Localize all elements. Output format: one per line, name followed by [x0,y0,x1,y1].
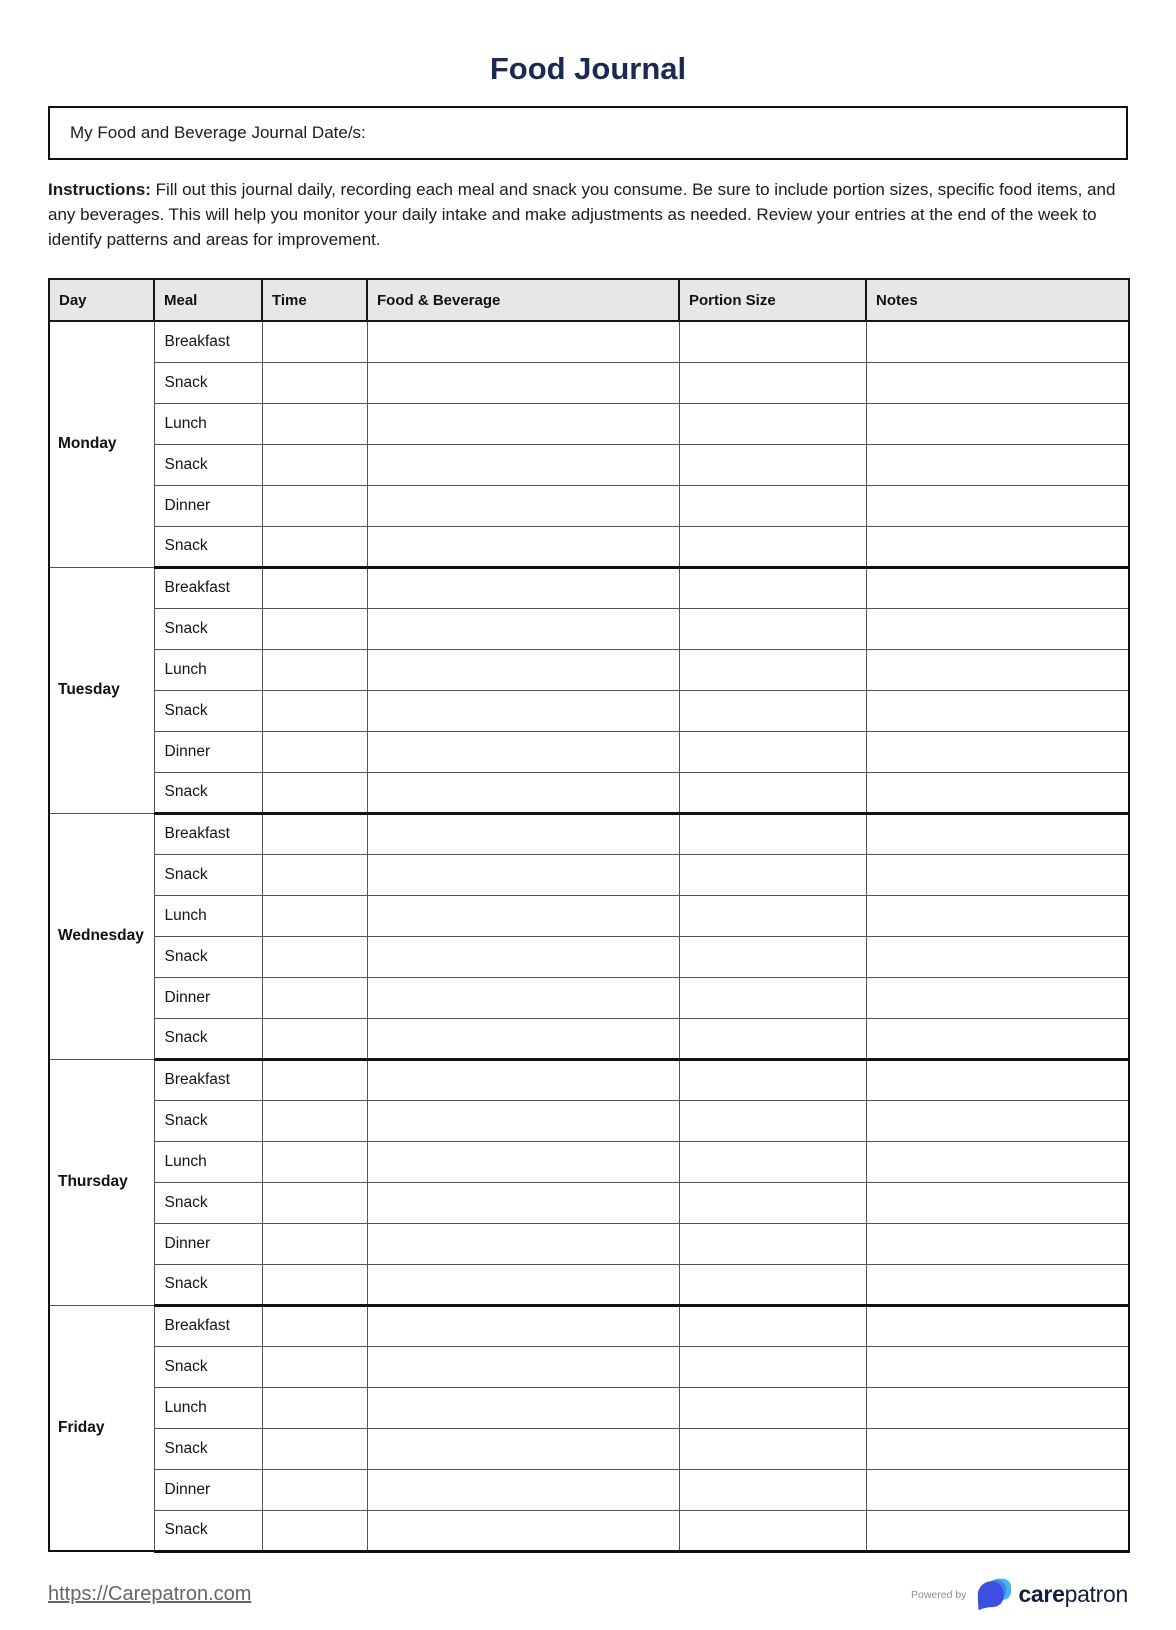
time-entry-cell[interactable] [262,1510,367,1551]
meal-label: Breakfast [154,567,262,608]
notes-entry-cell[interactable] [866,895,1129,936]
journal-row [49,895,1129,936]
meal-label: Snack [154,362,262,403]
food-entry-cell[interactable] [367,1264,679,1305]
brand-patron: patron [1064,1581,1128,1607]
journal-row [49,1182,1129,1223]
food-entry-cell[interactable] [367,1510,679,1551]
meal-label: Lunch [154,895,262,936]
meal-label: Snack [154,854,262,895]
journal-row [49,690,1129,731]
meal-label: Snack [154,1100,262,1141]
journal-row [49,321,1129,362]
journal-row [49,1059,1129,1100]
food-entry-cell[interactable] [367,1018,679,1059]
journal-row [49,977,1129,1018]
time-entry-cell[interactable] [262,649,367,690]
time-entry-cell[interactable] [262,895,367,936]
time-entry-cell[interactable] [262,1059,367,1100]
portion-entry-cell[interactable] [679,526,866,567]
portion-entry-cell[interactable] [679,731,866,772]
meal-label: Dinner [154,977,262,1018]
meal-label: Breakfast [154,1059,262,1100]
date-field-box [48,106,1128,160]
food-entry-cell[interactable] [367,813,679,854]
time-entry-cell[interactable] [262,1100,367,1141]
notes-entry-cell[interactable] [866,977,1129,1018]
time-entry-cell[interactable] [262,526,367,567]
portion-entry-cell[interactable] [679,772,866,813]
portion-entry-cell[interactable] [679,936,866,977]
meal-label: Snack [154,1182,262,1223]
time-entry-cell[interactable] [262,731,367,772]
food-entry-cell[interactable] [367,1387,679,1428]
portion-entry-cell[interactable] [679,608,866,649]
meal-label: Snack [154,936,262,977]
portion-entry-cell[interactable] [679,1428,866,1469]
time-entry-cell[interactable] [262,977,367,1018]
col-header-notes: Notes [866,279,1129,321]
time-entry-cell[interactable] [262,567,367,608]
portion-entry-cell[interactable] [679,1346,866,1387]
meal-label: Lunch [154,649,262,690]
notes-entry-cell[interactable] [866,1264,1129,1305]
time-entry-cell[interactable] [262,854,367,895]
meal-label: Snack [154,608,262,649]
col-header-food: Food & Beverage [367,279,679,321]
notes-entry-cell[interactable] [866,1018,1129,1059]
instructions [48,177,1128,252]
page-footer [48,1578,1128,1612]
time-entry-cell[interactable] [262,1469,367,1510]
journal-row [49,526,1129,567]
portion-entry-cell[interactable] [679,444,866,485]
meal-label: Breakfast [154,813,262,854]
notes-entry-cell[interactable] [866,1510,1129,1551]
notes-entry-cell[interactable] [866,608,1129,649]
time-entry-cell[interactable] [262,321,367,362]
meal-label: Snack [154,1428,262,1469]
time-entry-cell[interactable] [262,1141,367,1182]
notes-entry-cell[interactable] [866,362,1129,403]
portion-entry-cell[interactable] [679,1100,866,1141]
page-title: Food Journal [489,51,687,86]
notes-entry-cell[interactable] [866,1182,1129,1223]
portion-entry-cell[interactable] [679,1059,866,1100]
portion-entry-cell[interactable] [679,1223,866,1264]
time-entry-cell[interactable] [262,936,367,977]
journal-row [49,1223,1129,1264]
time-entry-cell[interactable] [262,690,367,731]
notes-entry-cell[interactable] [866,772,1129,813]
food-entry-cell[interactable] [367,854,679,895]
time-entry-cell[interactable] [262,608,367,649]
food-entry-cell[interactable] [367,772,679,813]
day-cell-thursday: Thursday [49,1059,154,1305]
time-entry-cell[interactable] [262,403,367,444]
journal-row [49,608,1129,649]
portion-entry-cell[interactable] [679,1387,866,1428]
journal-row [49,362,1129,403]
date-field-value[interactable] [366,108,1126,158]
notes-entry-cell[interactable] [866,321,1129,362]
day-cell-friday: Friday [49,1305,154,1551]
notes-entry-cell[interactable] [866,1100,1129,1141]
meal-label: Breakfast [154,1305,262,1346]
food-entry-cell[interactable] [367,485,679,526]
time-entry-cell[interactable] [262,1428,367,1469]
notes-entry-cell[interactable] [866,690,1129,731]
notes-entry-cell[interactable] [866,567,1129,608]
meal-label: Snack [154,444,262,485]
food-entry-cell[interactable] [367,1305,679,1346]
col-header-time: Time [262,279,367,321]
journal-row [49,936,1129,977]
journal-row [49,1100,1129,1141]
notes-entry-cell[interactable] [866,1469,1129,1510]
time-entry-cell[interactable] [262,362,367,403]
col-header-portion: Portion Size [679,279,866,321]
instructions-label: Instructions: [48,180,151,199]
portion-entry-cell[interactable] [679,1182,866,1223]
powered-by-label: Powered by [910,1588,967,1601]
portion-entry-cell[interactable] [679,485,866,526]
portion-entry-cell[interactable] [679,1305,866,1346]
food-entry-cell[interactable] [367,936,679,977]
meal-label: Dinner [154,485,262,526]
portion-entry-cell[interactable] [679,813,866,854]
meal-label: Dinner [154,1469,262,1510]
notes-entry-cell[interactable] [866,1059,1129,1100]
time-entry-cell[interactable] [262,1223,367,1264]
food-entry-cell[interactable] [367,403,679,444]
date-field-label: My Food and Beverage Journal Date/s: [70,123,366,142]
journal-row [49,1264,1129,1305]
food-entry-cell[interactable] [367,977,679,1018]
portion-entry-cell[interactable] [679,895,866,936]
journal-row [49,813,1129,854]
portion-entry-cell[interactable] [679,649,866,690]
portion-entry-cell[interactable] [679,977,866,1018]
portion-entry-cell[interactable] [679,1141,866,1182]
notes-entry-cell[interactable] [866,1346,1129,1387]
carepatron-logo-icon [976,1578,1012,1612]
meal-label: Lunch [154,403,262,444]
portion-entry-cell[interactable] [679,1510,866,1551]
meal-label: Snack [154,690,262,731]
food-entry-cell[interactable] [367,1182,679,1223]
journal-row [49,403,1129,444]
table-header-row [49,279,1129,321]
meal-label: Snack [154,1510,262,1551]
portion-entry-cell[interactable] [679,1469,866,1510]
journal-row [49,1305,1129,1346]
food-entry-cell[interactable] [367,526,679,567]
food-entry-cell[interactable] [367,1223,679,1264]
food-entry-cell[interactable] [367,444,679,485]
time-entry-cell[interactable] [262,1182,367,1223]
journal-row [49,1428,1129,1469]
portion-entry-cell[interactable] [679,854,866,895]
journal-row [49,485,1129,526]
journal-row [49,772,1129,813]
notes-entry-cell[interactable] [866,1223,1129,1264]
portion-entry-cell[interactable] [679,403,866,444]
notes-entry-cell[interactable] [866,485,1129,526]
notes-entry-cell[interactable] [866,649,1129,690]
brand-care: care [1018,1581,1065,1607]
day-cell-wednesday: Wednesday [49,813,154,1059]
notes-entry-cell[interactable] [866,813,1129,854]
journal-row [49,444,1129,485]
food-entry-cell[interactable] [367,1059,679,1100]
food-journal-page [48,0,1128,1612]
carepatron-brand [911,1578,1128,1612]
instructions-text: Fill out this journal daily, recording each meal and snack you consume. Be sure to include portion sizes, specific food items, and any beverages. This will help you monitor your daily intake and make adjustments as needed. Review your entries at the end of the week to identify patterns and areas for improvement. [48,180,1116,249]
journal-row [49,854,1129,895]
food-entry-cell[interactable] [367,608,679,649]
food-entry-cell[interactable] [367,567,679,608]
meal-label: Dinner [154,731,262,772]
notes-entry-cell[interactable] [866,1141,1129,1182]
meal-label: Snack [154,772,262,813]
time-entry-cell[interactable] [262,444,367,485]
food-entry-cell[interactable] [367,321,679,362]
day-cell-tuesday: Tuesday [49,567,154,813]
notes-entry-cell[interactable] [866,1428,1129,1469]
food-journal-table [48,278,1130,1553]
journal-row [49,1141,1129,1182]
meal-label: Lunch [154,1387,262,1428]
time-entry-cell[interactable] [262,485,367,526]
notes-entry-cell[interactable] [866,936,1129,977]
meal-label: Lunch [154,1141,262,1182]
notes-entry-cell[interactable] [866,444,1129,485]
portion-entry-cell[interactable] [679,1264,866,1305]
portion-entry-cell[interactable] [679,362,866,403]
portion-entry-cell[interactable] [679,1018,866,1059]
time-entry-cell[interactable] [262,1018,367,1059]
food-entry-cell[interactable] [367,1428,679,1469]
notes-entry-cell[interactable] [866,403,1129,444]
food-entry-cell[interactable] [367,362,679,403]
food-entry-cell[interactable] [367,895,679,936]
journal-row [49,1387,1129,1428]
journal-row [49,1018,1129,1059]
meal-label: Snack [154,526,262,567]
notes-entry-cell[interactable] [866,1387,1129,1428]
food-entry-cell[interactable] [367,731,679,772]
col-header-day: Day [49,279,154,321]
journal-row [49,649,1129,690]
meal-label: Snack [154,1346,262,1387]
notes-entry-cell[interactable] [866,854,1129,895]
time-entry-cell[interactable] [262,1264,367,1305]
notes-entry-cell[interactable] [866,526,1129,567]
food-entry-cell[interactable] [367,1100,679,1141]
journal-row [49,1510,1129,1551]
portion-entry-cell[interactable] [679,321,866,362]
journal-row [49,731,1129,772]
meal-label: Snack [154,1264,262,1305]
notes-entry-cell[interactable] [866,731,1129,772]
time-entry-cell[interactable] [262,1346,367,1387]
time-entry-cell[interactable] [262,1305,367,1346]
journal-row [49,1469,1129,1510]
meal-label: Breakfast [154,321,262,362]
food-entry-cell[interactable] [367,1469,679,1510]
notes-entry-cell[interactable] [866,1305,1129,1346]
portion-entry-cell[interactable] [679,567,866,608]
time-entry-cell[interactable] [262,772,367,813]
food-entry-cell[interactable] [367,649,679,690]
meal-label: Dinner [154,1223,262,1264]
journal-row [49,567,1129,608]
day-cell-monday: Monday [49,321,154,567]
portion-entry-cell[interactable] [679,690,866,731]
time-entry-cell[interactable] [262,1387,367,1428]
food-entry-cell[interactable] [367,1346,679,1387]
food-entry-cell[interactable] [367,690,679,731]
meal-label: Snack [154,1018,262,1059]
carepatron-wordmark [1018,1581,1128,1608]
time-entry-cell[interactable] [262,813,367,854]
carepatron-link[interactable]: https://Carepatron.com [48,1583,252,1605]
col-header-meal: Meal [154,279,262,321]
journal-row [49,1346,1129,1387]
food-entry-cell[interactable] [367,1141,679,1182]
